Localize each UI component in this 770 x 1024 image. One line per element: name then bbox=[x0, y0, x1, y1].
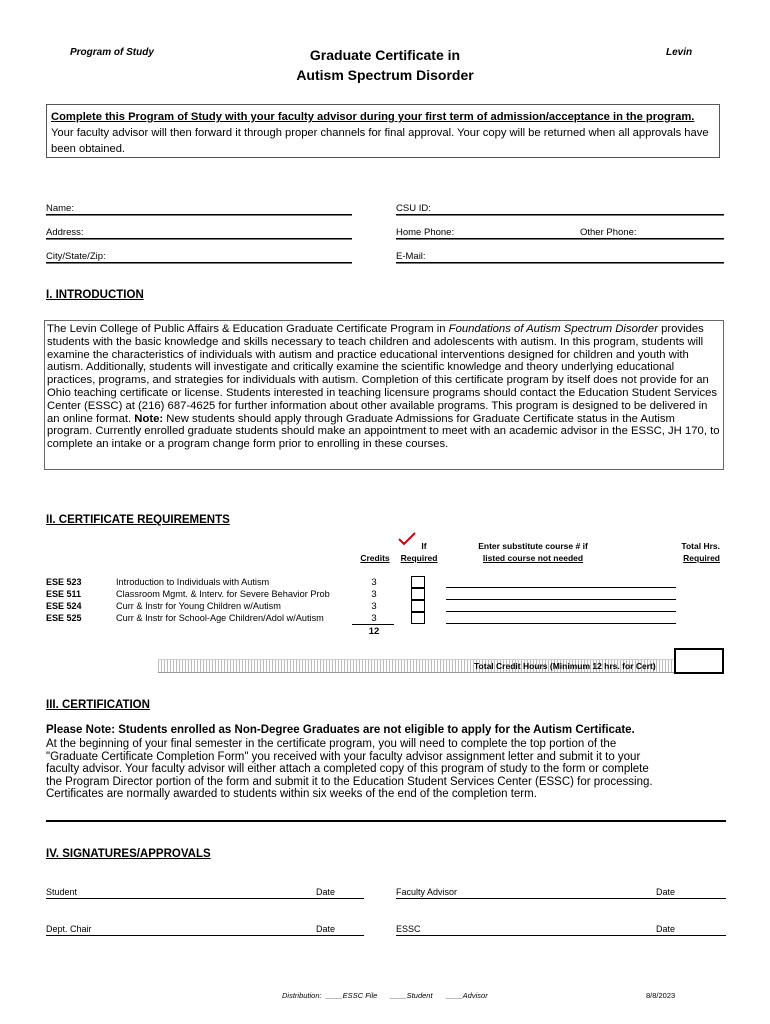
dept-chair-label: Dept. Chair bbox=[46, 924, 92, 934]
essc-signature-line[interactable] bbox=[396, 935, 726, 936]
address-label: Address: bbox=[46, 227, 84, 238]
signatures-heading: IV. SIGNATURES/APPROVALS bbox=[46, 848, 211, 860]
course-title: Curr & Instr for Young Children w/Autism bbox=[116, 601, 281, 611]
requirements-heading: II. CERTIFICATE REQUIREMENTS bbox=[46, 514, 230, 526]
required-checkbox[interactable] bbox=[411, 612, 425, 624]
course-credits: 3 bbox=[371, 613, 377, 624]
required-checkbox[interactable] bbox=[411, 600, 425, 612]
advisor-date-label: Date bbox=[656, 887, 676, 897]
csu-id-label: CSU ID: bbox=[396, 203, 431, 214]
certification-line: "Graduate Certificate Completion Form" you received with your faculty advisor assignment letter and submit it to your bbox=[46, 750, 641, 763]
substitute-course-field[interactable] bbox=[446, 587, 676, 588]
substitute-course-field[interactable] bbox=[446, 599, 676, 600]
col-total-header-1: Total Hrs. bbox=[681, 541, 720, 551]
substitute-course-field[interactable] bbox=[446, 623, 676, 624]
faculty-advisor-label: Faculty Advisor bbox=[396, 887, 458, 897]
col-substitute-header-1: Enter substitute course # if bbox=[478, 541, 588, 551]
page-title-line2: Autism Spectrum Disorder bbox=[296, 67, 474, 83]
checkmark-icon bbox=[398, 532, 416, 546]
city-state-zip-label: City/State/Zip: bbox=[46, 251, 106, 262]
certification-line: faculty advisor. Your faculty advisor will either attach a completed copy of this program of study to the form or complete bbox=[46, 763, 649, 775]
intro-text-part3: New students should apply through Graduate Admissions for Graduate Certificate status in the Autism program. Currently enrolled graduate students should make an appointment to meet with an academic advisor in the ESSC, JH 170, to complete an intake or a program change form prior to enrolling in these courses. bbox=[47, 412, 720, 451]
intro-text-part1: The Levin College of Public Affairs & Education Graduate Certificate Program in bbox=[47, 323, 449, 335]
dept-chair-date-label: Date bbox=[316, 924, 336, 934]
required-checkbox[interactable] bbox=[411, 576, 425, 588]
page-title-line1: Graduate Certificate in bbox=[309, 47, 461, 63]
certification-line: Certificates are normally awarded to students within six weeks of the end of the completion term. bbox=[46, 788, 537, 800]
student-signature-label: Student bbox=[46, 887, 78, 897]
certification-body bbox=[46, 738, 736, 801]
email-field[interactable] bbox=[396, 262, 724, 264]
student-signature-line[interactable] bbox=[46, 898, 364, 899]
total-hours-input[interactable] bbox=[674, 648, 724, 674]
introduction-heading: I. INTRODUCTION bbox=[46, 289, 144, 301]
instructions-rest: Your faculty advisor will then forward it through proper channels for final approval. Your copy will be returned when all approvals have been obtained. bbox=[51, 127, 709, 155]
advisor-signature-line[interactable] bbox=[396, 898, 726, 899]
essc-date-label: Date bbox=[656, 924, 676, 934]
col-if-label: If bbox=[421, 541, 427, 551]
certification-line: the Program Director portion of the form and submit it to the Education Student Services Center (ESSC) for processing. bbox=[46, 775, 653, 788]
dept-chair-signature-line[interactable] bbox=[46, 935, 364, 936]
essc-label: ESSC bbox=[396, 924, 421, 934]
instructions-box bbox=[46, 104, 720, 158]
col-total-header-2: Required bbox=[683, 553, 720, 563]
intro-text-part2: provides students with the basic knowledge and skills necessary to teach children and adolescents with autism. In this program, students will examine the characteristics of individuals with autism and practice educational interventions designed for children and youth with autism. Additionally, students will investigate and critically examine the scientific knowledge and theory underlying educational practices, programs, and strategies for individuals with autism. Completion of this certificate program by itself does not provide for an Ohio teaching certificate or license. Students interested in teaching licensure programs should contact the Education Student Services Center (ESSC) at (216) 687-4625 for further information about other available programs. This program is designed to be delivered in an online format. bbox=[47, 323, 718, 425]
introduction-text-box bbox=[44, 320, 724, 470]
name-label: Name: bbox=[46, 203, 74, 214]
certification-note: Please Note: Students enrolled as Non-Degree Graduates are not eligible to apply for the Autism Certificate. bbox=[46, 724, 635, 736]
course-title: Classroom Mgmt. & Interv. for Severe Behavior Prob bbox=[116, 589, 330, 599]
csu-id-field[interactable] bbox=[396, 214, 724, 216]
course-title: Introduction to Individuals with Autism bbox=[116, 577, 270, 587]
substitute-course-field[interactable] bbox=[446, 611, 676, 612]
home-phone-label: Home Phone: bbox=[396, 227, 455, 238]
footer-essc-file: ____ESSC File bbox=[326, 991, 378, 1000]
col-credits-header: Credits bbox=[360, 553, 390, 563]
footer-student: ____Student bbox=[390, 991, 433, 1000]
phone-field[interactable] bbox=[396, 238, 724, 240]
program-of-study-label: Program of Study bbox=[70, 47, 154, 58]
address-field[interactable] bbox=[46, 238, 352, 240]
student-date-label: Date bbox=[316, 887, 336, 897]
footer-distribution-label: Distribution: bbox=[282, 991, 322, 1000]
course-credits: 3 bbox=[371, 601, 377, 612]
course-code: ESE 523 bbox=[46, 577, 82, 587]
course-credits: 3 bbox=[371, 577, 377, 588]
course-title: Curr & Instr for School-Age Children/Adol w/Autism bbox=[116, 613, 324, 623]
course-code: ESE 525 bbox=[46, 613, 82, 623]
footer-advisor: ____Advisor bbox=[446, 991, 488, 1000]
intro-note-label: Note: bbox=[134, 412, 164, 425]
certification-heading: III. CERTIFICATION bbox=[46, 699, 150, 711]
footer-date: 8/8/2023 bbox=[646, 991, 676, 1000]
email-label: E-Mail: bbox=[396, 251, 426, 262]
col-substitute-header-2: listed course not needed bbox=[482, 553, 584, 563]
required-checkbox[interactable] bbox=[411, 588, 425, 600]
total-credit-label: Total Credit Hours (Minimum 12 hrs. for Cert) bbox=[474, 661, 656, 671]
col-required-header: Required bbox=[400, 553, 438, 563]
credits-total: 12 bbox=[368, 626, 380, 637]
other-phone-label: Other Phone: bbox=[580, 227, 637, 238]
credits-sum-line bbox=[352, 624, 394, 625]
name-field[interactable] bbox=[46, 214, 352, 216]
course-credits: 3 bbox=[371, 589, 377, 600]
course-code: ESE 524 bbox=[46, 601, 82, 611]
city-state-zip-field[interactable] bbox=[46, 262, 352, 264]
section-divider bbox=[46, 820, 726, 822]
certification-line: At the beginning of your final semester in the certificate program, you will need to complete the top portion of the bbox=[46, 738, 617, 750]
instructions-lead: Complete this Program of Study with your faculty advisor during your first term of admission/acceptance in the program. bbox=[51, 111, 695, 123]
college-label: Levin bbox=[666, 47, 693, 58]
intro-program-name: Foundations of Autism Spectrum Disorder bbox=[448, 323, 658, 335]
course-code: ESE 511 bbox=[46, 589, 82, 599]
